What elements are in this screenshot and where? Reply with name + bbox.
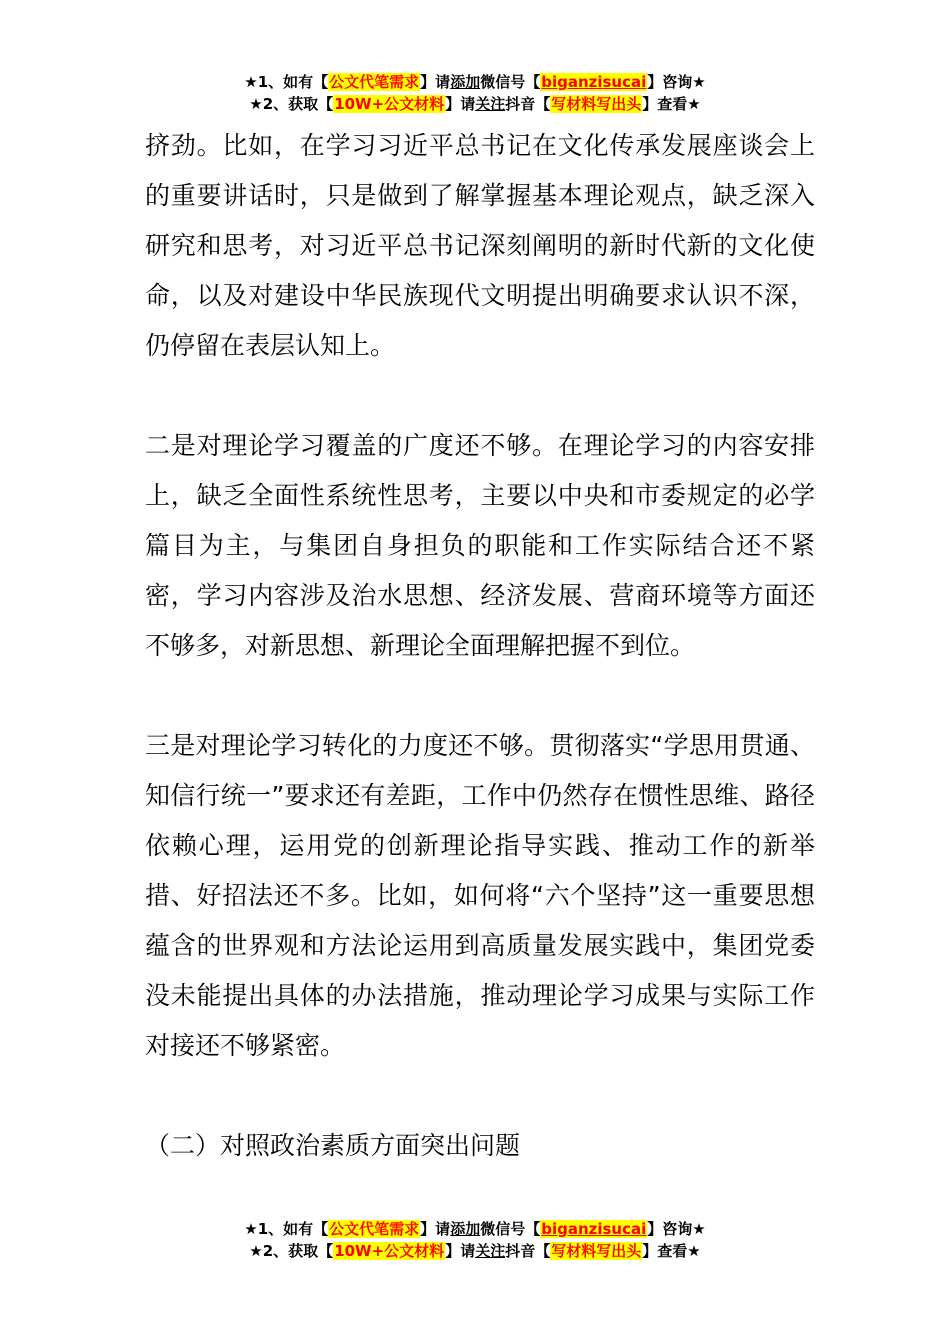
banner-line-2 bbox=[0, 1240, 950, 1262]
banner-emphasis: 关注 bbox=[475, 95, 506, 113]
banner-emphasis: 添加 bbox=[450, 1220, 481, 1238]
banner-text: ★2、获取【 bbox=[249, 1242, 334, 1260]
banner-emphasis: 添加 bbox=[450, 73, 481, 91]
banner-highlight: 公文代笔需求 bbox=[329, 1220, 420, 1238]
banner-highlight: 10W+公文材料 bbox=[334, 95, 445, 113]
banner-line-2 bbox=[0, 93, 950, 115]
banner-text: 抖音【 bbox=[505, 95, 551, 113]
section-heading: （二）对照政治素质方面突出问题 bbox=[145, 1131, 521, 1160]
banner-text: 】查看★ bbox=[642, 95, 701, 113]
banner-line-1 bbox=[0, 71, 950, 93]
banner-highlight: 写材料写出头 bbox=[551, 1242, 642, 1260]
paragraph-point-three: 三是对理论学习转化的力度还不够。贯彻落实“学思用贯通、知信行统一”要求还有差距，工作中仍然存在惯性思维、路径依赖心理，运用党的创新理论指导实践、推动工作的新举措、好招法还不多。比如，如何将“六个坚持”这一重要思想蕴含的世界观和方法论运用到高质量发展实践中，集团党委没未能提出具体的办法措施，推动理论学习成果与实际工作对接还不够紧密。 bbox=[145, 731, 815, 1060]
banner-emphasis: 关注 bbox=[475, 1242, 506, 1260]
paragraph-gap bbox=[145, 671, 815, 721]
banner-text: 微信号【 bbox=[480, 1220, 541, 1238]
paragraph-continued: 挤劲。比如，在学习习近平总书记在文化传承发展座谈会上的重要讲话时，只是做到了解掌握基本理论观点，缺乏深入研究和思考，对习近平总书记深刻阐明的新时代新的文化使命，以及对建设中华民族现代文明提出明确要求认识不深，仍停留在表层认知上。 bbox=[145, 131, 815, 360]
banner-text: 】查看★ bbox=[642, 1242, 701, 1260]
banner-text: ★1、如有【 bbox=[244, 73, 329, 91]
document-body bbox=[145, 121, 815, 1171]
banner-highlight: 写材料写出头 bbox=[551, 95, 642, 113]
banner-text: 抖音【 bbox=[505, 1242, 551, 1260]
banner-text: 】咨询★ bbox=[647, 73, 706, 91]
header-banner bbox=[0, 71, 950, 115]
banner-text: 】请 bbox=[420, 1220, 451, 1238]
banner-text: ★2、获取【 bbox=[249, 95, 334, 113]
banner-text: 】请 bbox=[445, 1242, 476, 1260]
banner-text: 】请 bbox=[445, 95, 476, 113]
banner-line-1 bbox=[0, 1218, 950, 1240]
banner-text: 】咨询★ bbox=[647, 1220, 706, 1238]
paragraph-gap bbox=[145, 371, 815, 421]
banner-text: 微信号【 bbox=[480, 73, 541, 91]
banner-wechat-id: biganzisucai bbox=[541, 1220, 647, 1238]
footer-banner bbox=[0, 1218, 950, 1262]
paragraph-point-two: 二是对理论学习覆盖的广度还不够。在理论学习的内容安排上，缺乏全面性系统性思考，主要以中央和市委规定的必学篇目为主，与集团自身担负的职能和工作实际结合还不紧密，学习内容涉及治水思想、经济发展、营商环境等方面还不够多，对新思想、新理论全面理解把握不到位。 bbox=[145, 431, 815, 660]
banner-wechat-id: biganzisucai bbox=[541, 73, 647, 91]
banner-highlight: 10W+公文材料 bbox=[334, 1242, 445, 1260]
banner-text: 】请 bbox=[420, 73, 451, 91]
paragraph-gap bbox=[145, 1071, 815, 1121]
banner-text: ★1、如有【 bbox=[244, 1220, 329, 1238]
banner-highlight: 公文代笔需求 bbox=[329, 73, 420, 91]
